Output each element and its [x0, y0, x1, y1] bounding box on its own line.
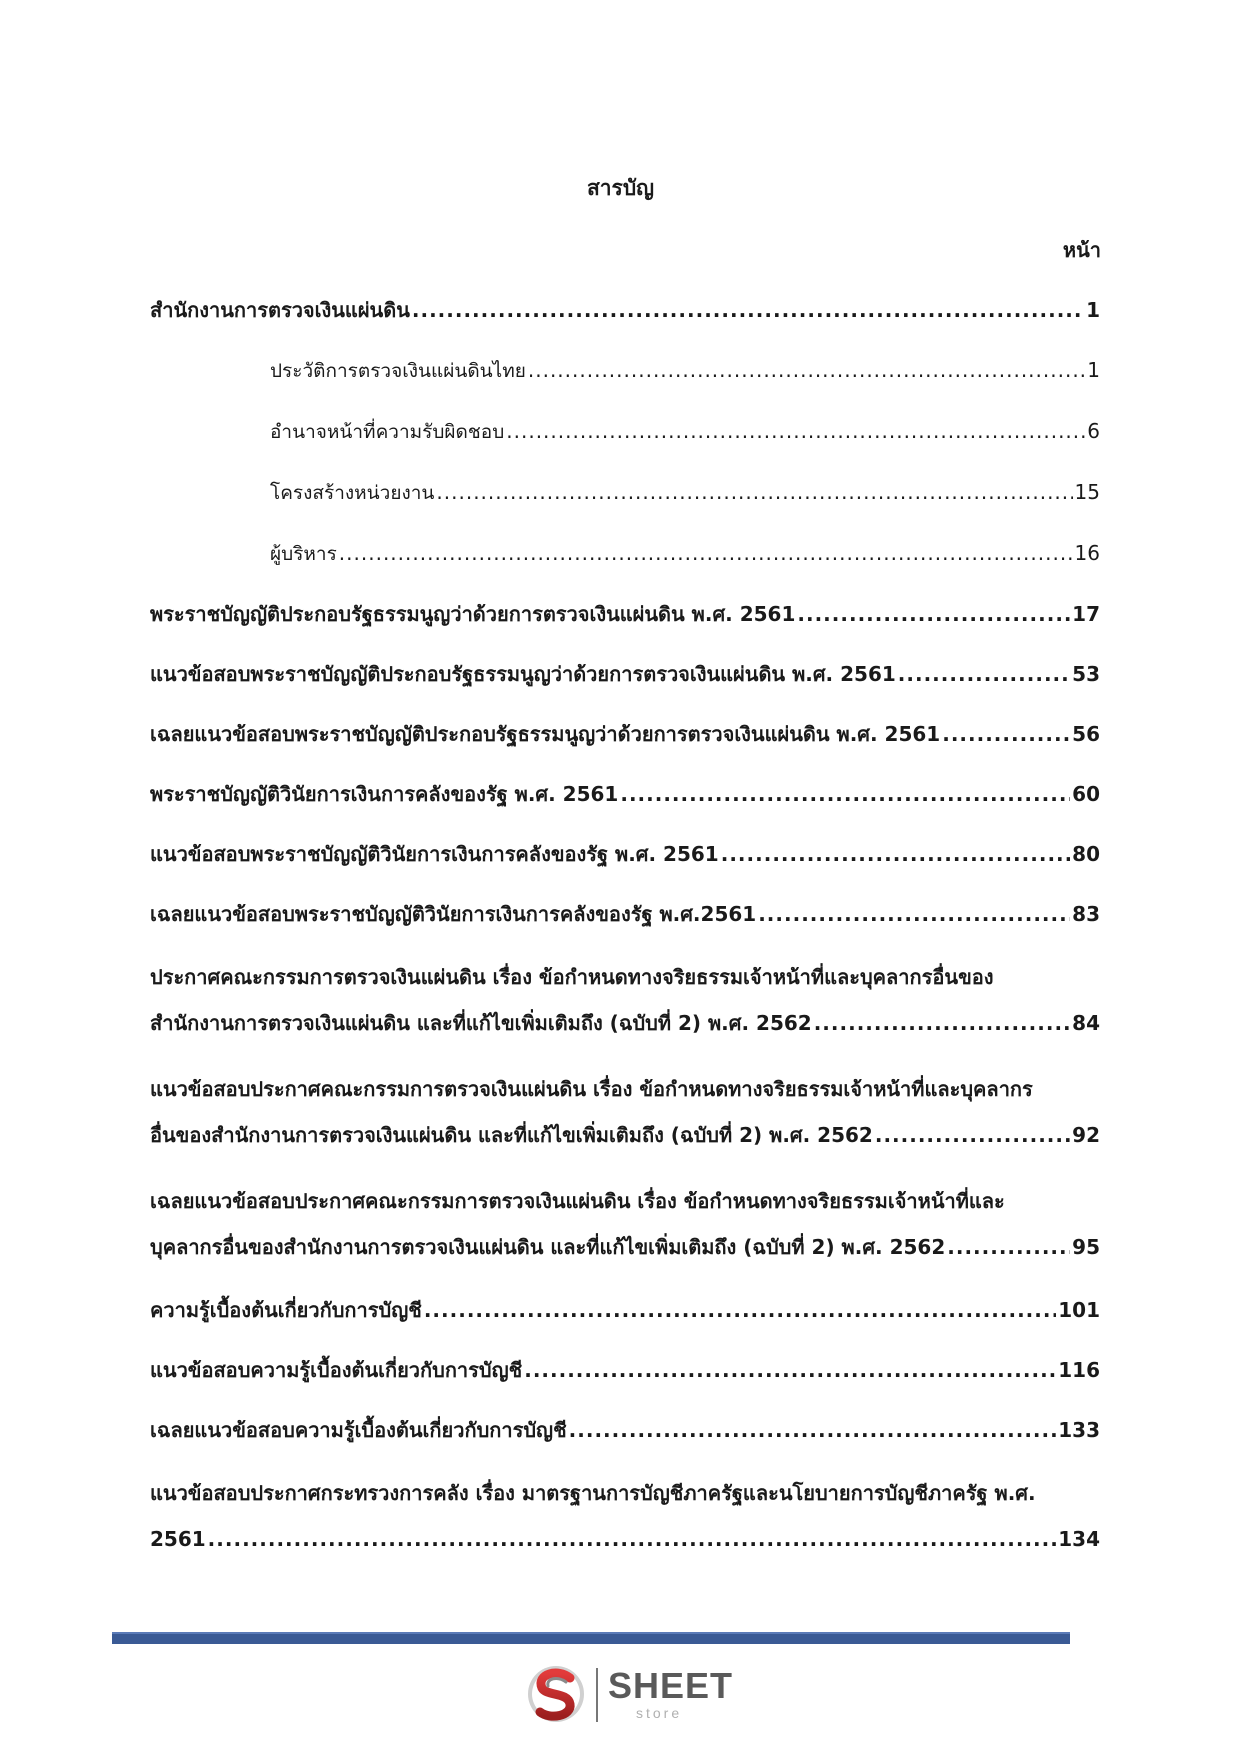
logo-wordmark: SHEET — [608, 1665, 734, 1706]
toc-entry-title-line1: เฉลยแนวข้อสอบประกาศคณะกรรมการตรวจเงินแผ่นดิน เรื่อง ข้อกำหนดทางจริยธรรมเจ้าหน้าที่และ — [150, 1189, 1005, 1213]
toc-entry[interactable] — [150, 654, 1100, 694]
toc-title: สารบัญ — [586, 176, 655, 200]
toc-entry-title: สำนักงานการตรวจเงินแผ่นดิน และที่แก้ไขเพิ่มเติมถึง (ฉบับที่ 2) พ.ศ. 2562 — [150, 1011, 812, 1035]
toc-entry-page: 1 — [1087, 358, 1100, 382]
page-column-label: หน้า — [1062, 238, 1101, 262]
toc-entry-page: 95 — [1072, 1235, 1100, 1259]
table-of-contents — [150, 290, 1100, 1562]
toc-entry[interactable] — [150, 350, 1100, 391]
toc-entry-page: 116 — [1058, 1358, 1100, 1382]
toc-entry[interactable] — [150, 1470, 1100, 1562]
toc-entry-title: อื่นของสำนักงานการตรวจเงินแผ่นดิน และที่แก้ไขเพิ่มเติมถึง (ฉบับที่ 2) พ.ศ. 2562 — [150, 1123, 873, 1147]
toc-entry-page: 83 — [1072, 902, 1100, 926]
dot-leader — [898, 654, 1070, 694]
toc-entry-page: 80 — [1072, 842, 1100, 866]
toc-entry[interactable] — [150, 1350, 1100, 1390]
toc-entry-title: เฉลยแนวข้อสอบความรู้เบื้องต้นเกี่ยวกับการบัญชี — [150, 1418, 567, 1442]
toc-entry-title: ประวัติการตรวจเงินแผ่นดินไทย — [270, 360, 526, 382]
dot-leader — [814, 1000, 1070, 1046]
toc-entry[interactable] — [150, 1290, 1100, 1330]
toc-entry-page: 101 — [1058, 1298, 1100, 1322]
dot-leader — [758, 894, 1070, 934]
toc-entry[interactable] — [150, 594, 1100, 634]
toc-entry-page: 92 — [1072, 1123, 1100, 1147]
toc-entry[interactable] — [150, 1410, 1100, 1450]
toc-entry-page: 17 — [1072, 602, 1100, 626]
toc-entry-title: พระราชบัญญัติประกอบรัฐธรรมนูญว่าด้วยการตรวจเงินแผ่นดิน พ.ศ. 2561 — [150, 602, 796, 626]
dot-leader — [942, 714, 1070, 754]
toc-entry-title: แนวข้อสอบพระราชบัญญัติประกอบรัฐธรรมนูญว่าด้วยการตรวจเงินแผ่นดิน พ.ศ. 2561 — [150, 662, 896, 686]
dot-leader — [436, 472, 1072, 512]
toc-entry[interactable] — [150, 533, 1100, 574]
toc-entry[interactable] — [150, 472, 1100, 513]
toc-entry-page: 133 — [1058, 1418, 1100, 1442]
toc-entry-page: 134 — [1058, 1527, 1100, 1551]
toc-entry-title-line1: แนวข้อสอบประกาศคณะกรรมการตรวจเงินแผ่นดิน เรื่อง ข้อกำหนดทางจริยธรรมเจ้าหน้าที่และบุคลากร — [150, 1077, 1033, 1101]
toc-entry-page: 16 — [1074, 541, 1100, 565]
toc-entry-page: 60 — [1072, 782, 1100, 806]
dot-leader — [524, 1350, 1056, 1390]
toc-entry-title: อำนาจหน้าที่ความรับผิดชอบ — [270, 421, 505, 443]
toc-entry-title: ความรู้เบื้องต้นเกี่ยวกับการบัญชี — [150, 1298, 422, 1322]
dot-leader — [721, 834, 1070, 874]
logo-subtext: store — [636, 1705, 683, 1721]
toc-entry-title: เฉลยแนวข้อสอบพระราชบัญญัติประกอบรัฐธรรมนูญว่าด้วยการตรวจเงินแผ่นดิน พ.ศ. 2561 — [150, 722, 941, 746]
toc-entry[interactable] — [150, 894, 1100, 934]
toc-entry-title: แนวข้อสอบพระราชบัญญัติวินัยการเงินการคลังของรัฐ พ.ศ. 2561 — [150, 842, 719, 866]
toc-entry-page: 53 — [1072, 662, 1100, 686]
toc-entry-title: เฉลยแนวข้อสอบพระราชบัญญัติวินัยการเงินการคลังของรัฐ พ.ศ.2561 — [150, 902, 757, 926]
dot-leader — [620, 774, 1070, 814]
dot-leader — [506, 411, 1085, 451]
toc-entry-page: 15 — [1074, 480, 1100, 504]
toc-entry[interactable] — [150, 1178, 1100, 1270]
toc-entry[interactable] — [150, 774, 1100, 814]
toc-entry-page: 6 — [1087, 419, 1100, 443]
footer-divider-bar — [112, 1632, 1070, 1644]
toc-entry-page: 84 — [1072, 1011, 1100, 1035]
toc-entry-title-line1: แนวข้อสอบประกาศกระทรวงการคลัง เรื่อง มาตรฐานการบัญชีภาครัฐและนโยบายการบัญชีภาครัฐ พ.ศ. — [150, 1481, 1036, 1505]
dot-leader — [947, 1224, 1070, 1270]
dot-leader — [339, 533, 1073, 573]
dot-leader — [412, 290, 1084, 330]
dot-leader — [208, 1516, 1057, 1562]
dot-leader — [528, 350, 1085, 390]
toc-entry-title: แนวข้อสอบความรู้เบื้องต้นเกี่ยวกับการบัญชี — [150, 1358, 523, 1382]
toc-entry[interactable] — [150, 290, 1100, 330]
toc-entry-title: โครงสร้างหน่วยงาน — [270, 482, 435, 504]
toc-entry[interactable] — [150, 954, 1100, 1046]
toc-entry[interactable] — [150, 1066, 1100, 1158]
toc-entry[interactable] — [150, 714, 1100, 754]
toc-entry[interactable] — [150, 834, 1100, 874]
dot-leader — [875, 1112, 1070, 1158]
dot-leader — [797, 594, 1070, 634]
toc-entry-title: บุคลากรอื่นของสำนักงานการตรวจเงินแผ่นดิน และที่แก้ไขเพิ่มเติมถึง (ฉบับที่ 2) พ.ศ. 2562 — [150, 1235, 946, 1259]
toc-entry-title: พระราชบัญญัติวินัยการเงินการคลังของรัฐ พ.ศ. 2561 — [150, 782, 619, 806]
toc-entry-page: 56 — [1072, 722, 1100, 746]
toc-entry[interactable] — [150, 411, 1100, 452]
dot-leader — [424, 1290, 1056, 1330]
toc-entry-title: 2561 — [150, 1527, 206, 1551]
toc-entry-title: ผู้บริหาร — [270, 543, 337, 565]
logo-divider — [596, 1668, 598, 1722]
dot-leader — [569, 1410, 1057, 1450]
toc-entry-title: สำนักงานการตรวจเงินแผ่นดิน — [150, 298, 410, 322]
toc-entry-title-line1: ประกาศคณะกรรมการตรวจเงินแผ่นดิน เรื่อง ข้อกำหนดทางจริยธรรมเจ้าหน้าที่และบุคลากรอื่นของ — [150, 965, 994, 989]
toc-entry-page: 1 — [1086, 298, 1100, 322]
